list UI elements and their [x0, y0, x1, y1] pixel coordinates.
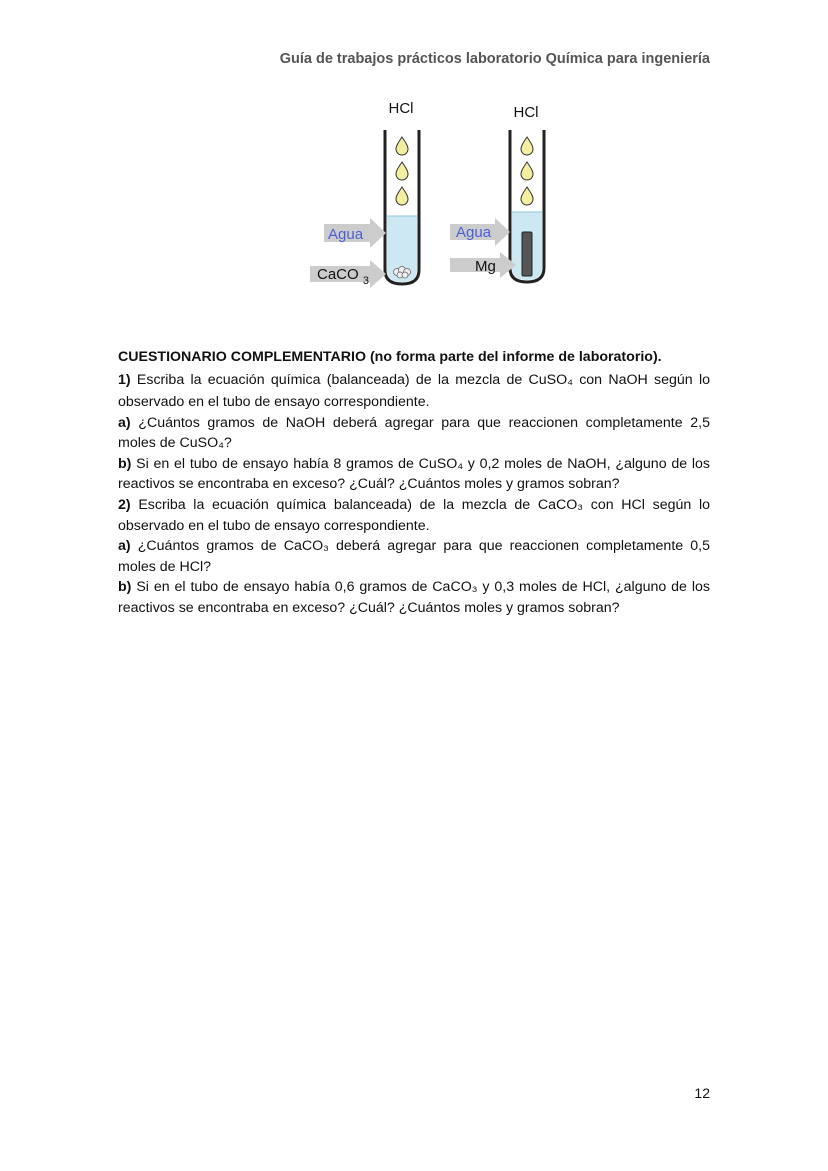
test-tubes-figure	[300, 92, 560, 292]
question-1-text: Escriba la ecuación química (balanceada) de la mezcla de CuSO₄ con NaOH según lo observado en el tubo de ensayo correspondiente.	[118, 371, 710, 410]
tube-2-drop-1	[521, 137, 533, 155]
page-number: 12	[694, 1085, 710, 1101]
page-header-title: Guía de trabajos prácticos laboratorio Química para ingeniería	[279, 51, 710, 67]
question-2-number: 2)	[118, 496, 131, 513]
tube-2-solid-label: Mg	[475, 258, 496, 275]
question-2b-text: Si en el tubo de ensayo había 0,6 gramos de CaCO₃ y 0,3 moles de HCl, ¿alguno de los reactivos se encontraba en exceso? ¿Cuál? ¿Cuántos moles y gramos sobran?	[118, 579, 710, 616]
tube-2-drop-2	[521, 162, 533, 180]
tube-1-water-label: Agua	[328, 226, 364, 243]
question-1	[118, 369, 710, 413]
question-2b	[118, 577, 710, 618]
test-tube-1	[310, 100, 419, 288]
question-1a	[118, 413, 710, 454]
question-2a-letter: a)	[118, 538, 131, 555]
tube-1-drop-2	[396, 162, 408, 180]
question-1b-text: Si en el tubo de ensayo había 8 gramos de CuSO₄ y 0,2 moles de NaOH, ¿alguno de los reactivos se encontraba en exceso? ¿Cuál? ¿Cuántos moles y gramos sobran?	[118, 455, 710, 493]
svg-text:CaCO 3	[317, 266, 369, 287]
tube-2-hcl-label: HCl	[513, 104, 539, 121]
tube-1-solid-subscript: 3	[362, 275, 369, 287]
question-1b	[118, 454, 710, 495]
question-1-number: 1)	[118, 371, 131, 388]
questionnaire-title: CUESTIONARIO COMPLEMENTARIO (no forma parte del informe de laboratorio).	[118, 349, 662, 365]
question-2b-letter: b)	[118, 579, 132, 596]
question-1b-letter: b)	[118, 455, 132, 472]
question-1a-text: ¿Cuántos gramos de NaOH deberá agregar para que reaccionen completamente 2,5 moles de CuSO₄?	[118, 414, 710, 452]
tube-2-drop-3	[521, 187, 533, 205]
tube-1-drop-1	[396, 137, 408, 155]
tube-2-water-label: Agua	[456, 224, 492, 241]
tube-1-solid-label: CaCO	[317, 266, 359, 283]
question-2a-text: ¿Cuántos gramos de CaCO₃ deberá agregar para que reaccionen completamente 0,5 moles de HCl?	[118, 538, 710, 575]
tube-2-mg-strip	[522, 232, 532, 276]
question-2-text: Escriba la ecuación química balanceada) de la mezcla de CaCO₃ con HCl según lo observado en el tubo de ensayo correspondiente.	[118, 496, 710, 534]
test-tube-2	[450, 104, 544, 282]
tube-1-drop-3	[396, 187, 408, 205]
test-tubes-svg	[300, 92, 560, 292]
questionnaire	[118, 347, 710, 619]
question-2	[118, 495, 710, 536]
question-1a-letter: a)	[118, 414, 131, 431]
question-2a	[118, 536, 710, 577]
tube-1-hcl-label: HCl	[388, 100, 414, 117]
